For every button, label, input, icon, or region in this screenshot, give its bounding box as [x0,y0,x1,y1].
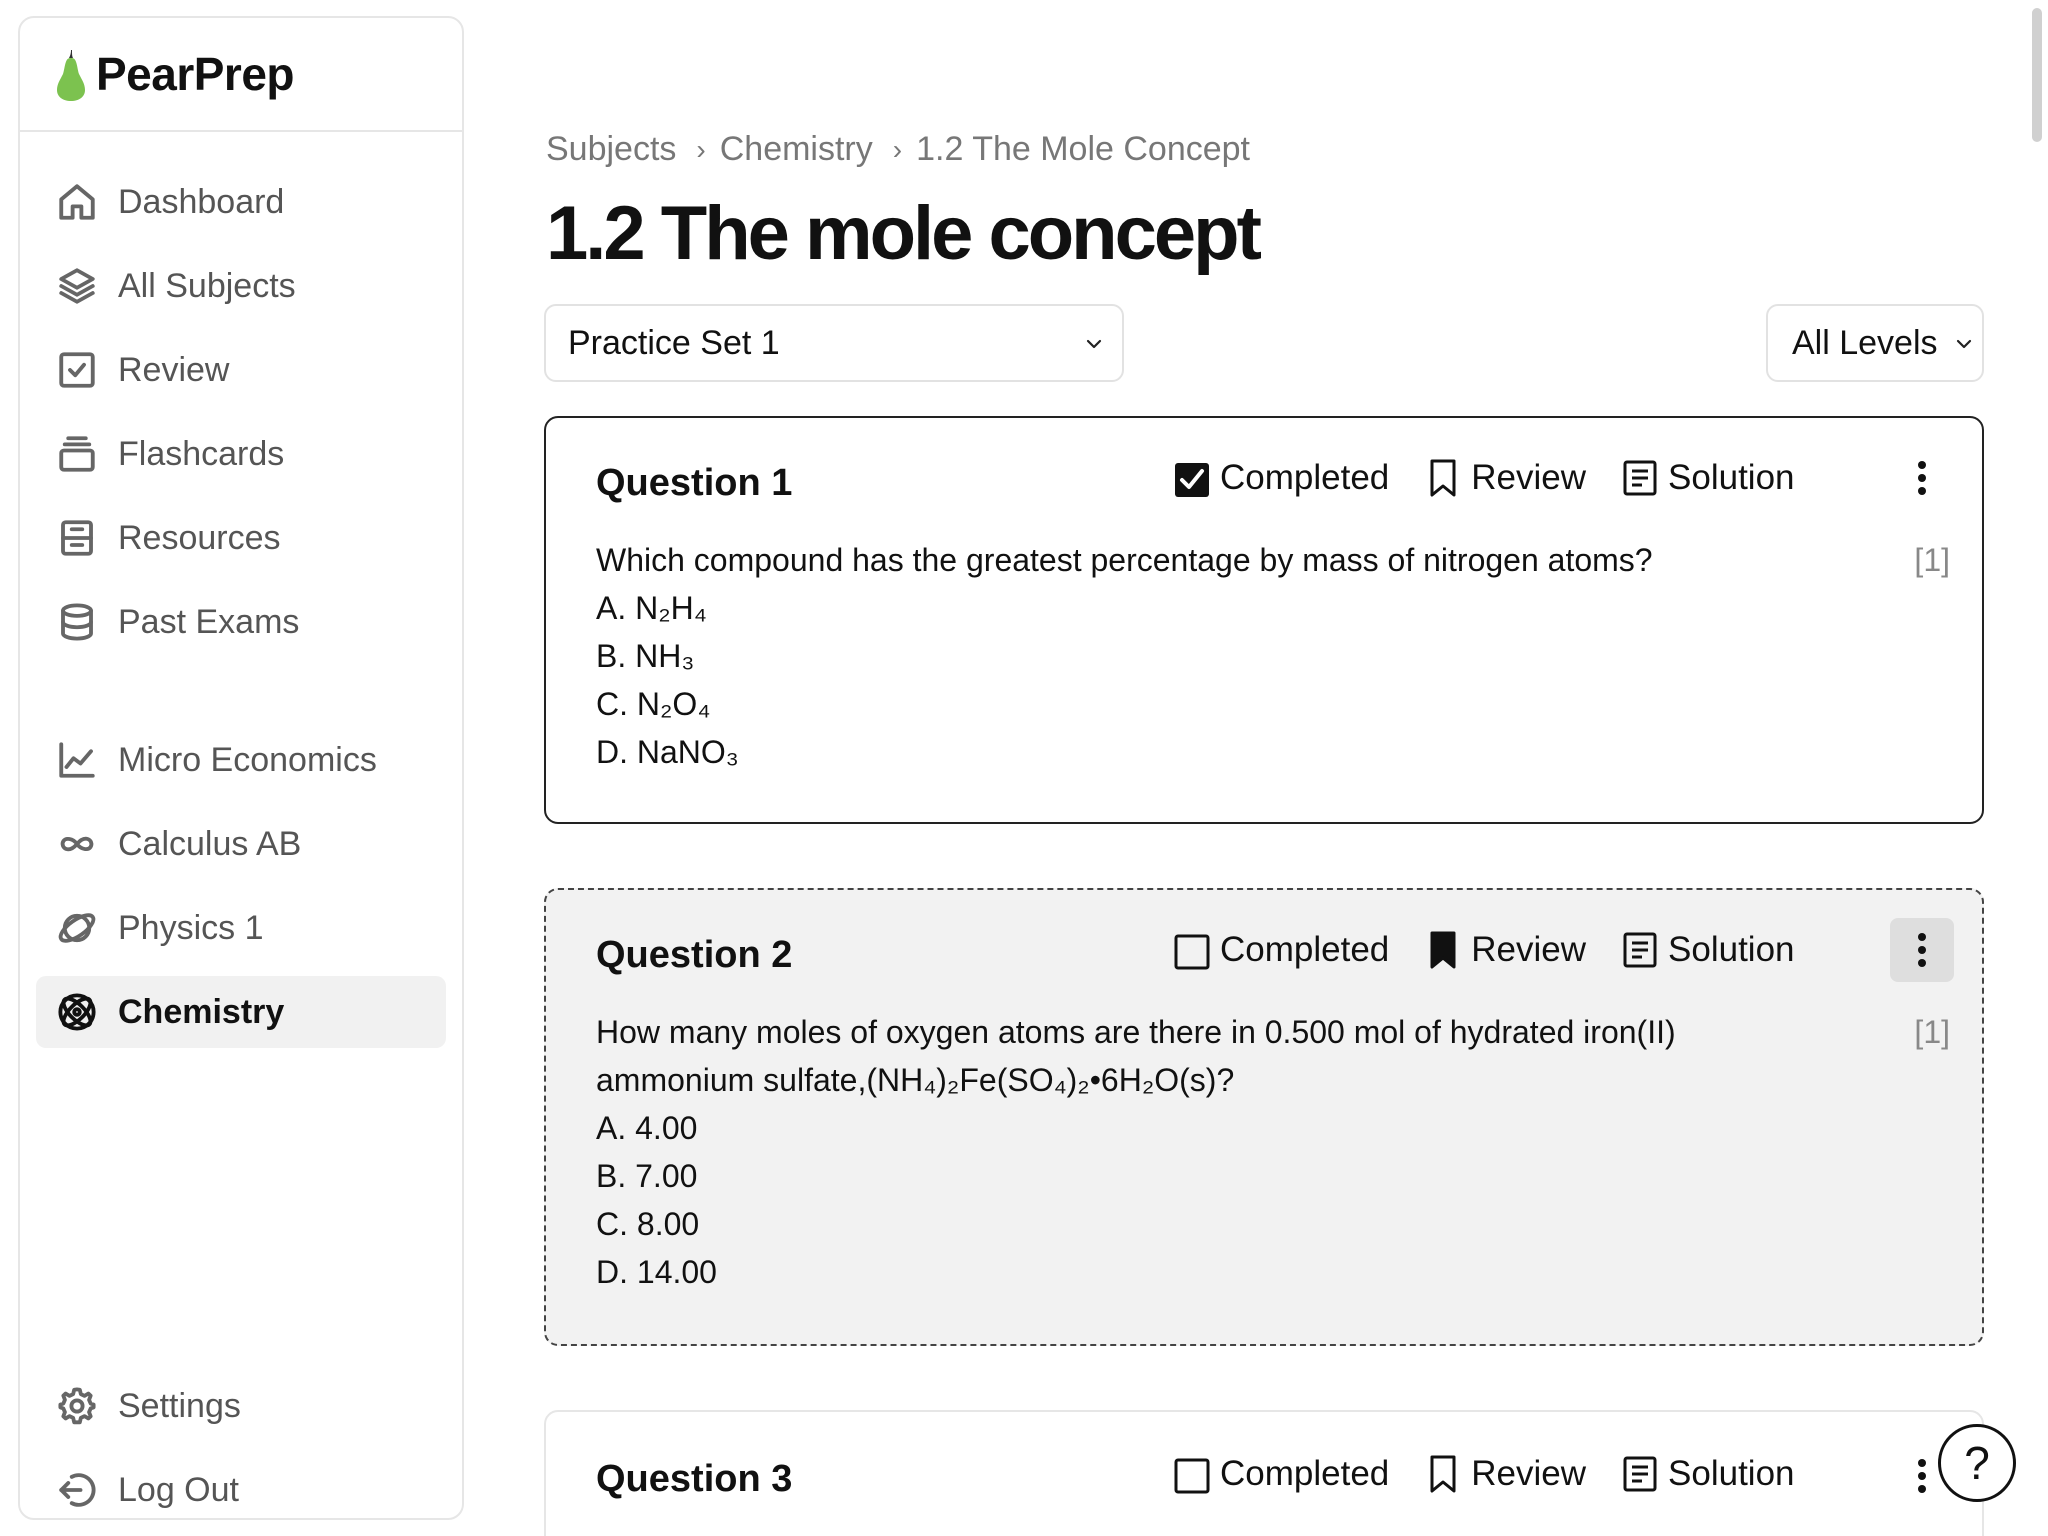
nav-item-label: Flashcards [118,434,285,473]
question-card-1 [544,416,1984,824]
document-icon [1622,1454,1658,1494]
kebab-menu-icon [1917,460,1927,496]
nav-item-label: Micro Economics [118,740,377,779]
question-text: Which compound has the greatest percentage by mass of nitrogen atoms? [596,542,1653,578]
bookmark-filled-icon [1425,930,1461,970]
main-nav [36,166,446,670]
kebab-menu-icon [1917,1458,1927,1494]
question-body [596,536,1796,776]
subjects-nav [36,724,446,1060]
planet-icon [56,907,98,949]
checkbox-icon [1174,1454,1210,1494]
solution-label: Solution [1668,458,1795,497]
solution-button[interactable] [1622,458,1794,498]
scrollbar-thumb[interactable] [2032,8,2042,142]
level-value: All Levels [1792,323,1938,362]
answer-option[interactable]: A. 4.00 [596,1110,698,1146]
question-actions [1174,930,1831,970]
nav-item-label: Resources [118,518,281,557]
practice-set-select[interactable] [544,304,1124,382]
nav-item-flashcards[interactable] [36,418,446,490]
nav-item-chemistry[interactable] [36,976,446,1048]
question-body [596,1008,1796,1296]
nav-item-label: Settings [118,1386,241,1425]
check-square-icon [56,349,98,391]
question-text: How many moles of oxygen atoms are there in 0.500 mol of hydrated iron(II) ammonium sulfate,(NH₄)₂Fe(SO₄)₂•6H₂O(s)? [596,1014,1676,1098]
answer-option[interactable]: B. NH₃ [596,638,695,674]
layers-icon [56,265,98,307]
bookmark-icon [1425,458,1461,498]
breadcrumb [546,130,1250,169]
atom-icon [56,991,98,1033]
question-title: Question 2 [596,934,793,976]
question-actions [1174,1454,1831,1494]
question-title: Question 1 [596,462,793,504]
completed-toggle[interactable] [1174,458,1389,498]
answer-option[interactable]: B. 7.00 [596,1158,698,1194]
nav-item-physics-1[interactable] [36,892,446,964]
answer-option[interactable]: D. NaNO₃ [596,734,739,770]
bookmark-icon [1425,1454,1461,1494]
kebab-menu-icon [1917,932,1927,968]
review-toggle[interactable] [1425,1454,1586,1494]
practice-set-value: Practice Set 1 [568,323,780,362]
breadcrumb-chemistry[interactable]: Chemistry [719,130,873,168]
solution-label: Solution [1668,1454,1795,1493]
brand-name: PearPrep [96,48,295,100]
nav-item-resources[interactable] [36,502,446,574]
nav-item-past-exams[interactable] [36,586,446,658]
nav-item-label: Physics 1 [118,908,264,947]
database-icon [56,601,98,643]
checkbox-icon [1174,930,1210,970]
completed-label: Completed [1220,458,1390,497]
review-toggle[interactable] [1425,458,1586,498]
nav-item-calculus-ab[interactable] [36,808,446,880]
question-title: Question 3 [596,1458,793,1500]
stack-icon [56,433,98,475]
help-icon: ? [1964,1437,1990,1489]
logout-icon [56,1469,98,1511]
chevron-right-icon: › [892,133,903,165]
answer-options [596,1104,1796,1296]
help-button[interactable] [1938,1424,2016,1502]
nav-item-label: Past Exams [118,602,300,641]
review-label: Review [1471,930,1587,969]
line-chart-icon [56,739,98,781]
solution-label: Solution [1668,930,1795,969]
breadcrumb-current: 1.2 The Mole Concept [916,130,1251,168]
nav-item-label: Log Out [118,1470,239,1509]
chevron-down-icon [1082,332,1106,356]
gear-icon [56,1385,98,1427]
nav-item-settings[interactable] [36,1370,446,1442]
answer-options [596,584,1796,776]
nav-item-label: Chemistry [118,992,285,1031]
nav-item-log-out[interactable] [36,1454,446,1526]
question-actions [1174,458,1831,498]
nav-item-label: Dashboard [118,182,285,221]
nav-item-micro-economics[interactable] [36,724,446,796]
question-marks: [1] [1914,1014,1950,1050]
document-icon [1622,930,1658,970]
question-card-2 [544,888,1984,1346]
more-options-button[interactable] [1890,918,1954,982]
pear-logo-icon [54,46,88,102]
checkbox-checked-icon [1174,458,1210,498]
completed-toggle[interactable] [1174,1454,1389,1494]
solution-button[interactable] [1622,1454,1794,1494]
review-toggle[interactable] [1425,930,1586,970]
chevron-down-icon [1952,332,1976,356]
breadcrumb-subjects[interactable]: Subjects [546,130,677,168]
page-title: 1.2 The mole concept [546,191,1259,276]
question-card-3 [544,1410,1984,1536]
sidebar [18,16,464,1520]
answer-option[interactable]: C. 8.00 [596,1206,700,1242]
question-marks: [1] [1914,542,1950,578]
answer-option[interactable]: D. 14.00 [596,1254,717,1290]
completed-label: Completed [1220,1454,1390,1493]
account-nav [36,1370,446,1536]
more-options-button[interactable] [1890,446,1954,510]
solution-button[interactable] [1622,930,1794,970]
infinity-icon [56,823,98,865]
home-icon [56,181,98,223]
review-label: Review [1471,1454,1587,1493]
answer-option[interactable]: C. N₂O₄ [596,686,711,722]
brand[interactable] [20,18,462,132]
answer-option[interactable]: A. N₂H₄ [596,590,707,626]
archive-icon [56,517,98,559]
nav-item-label: Calculus AB [118,824,302,863]
completed-label: Completed [1220,930,1390,969]
nav-item-review[interactable] [36,334,446,406]
nav-item-label: Review [118,350,230,389]
completed-toggle[interactable] [1174,930,1389,970]
document-icon [1622,458,1658,498]
nav-item-all-subjects[interactable] [36,250,446,322]
nav-item-dashboard[interactable] [36,166,446,238]
chevron-right-icon: › [696,133,706,165]
review-label: Review [1471,458,1587,497]
nav-item-label: All Subjects [118,266,296,305]
level-select[interactable] [1766,304,1984,382]
